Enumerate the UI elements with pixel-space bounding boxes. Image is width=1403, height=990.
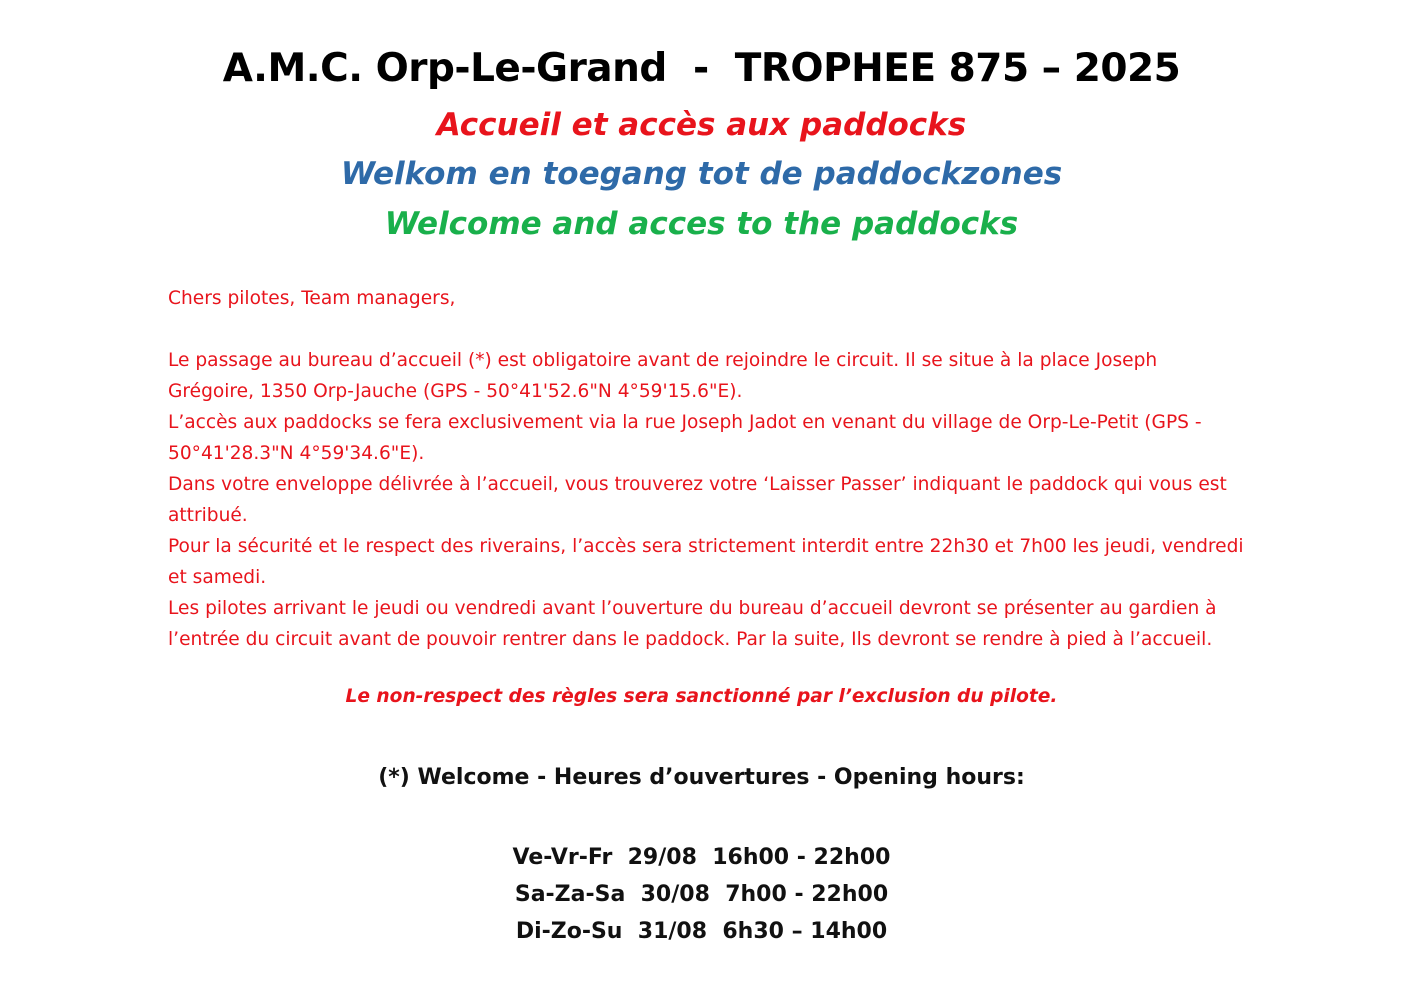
subtitle-french: Accueil et accès aux paddocks xyxy=(436,107,967,143)
paragraph-curfew: Pour la sécurité et le respect des riverains, l’accès sera strictement interdit entre 22h30 et 7h00 les jeudi, vendredi et samedi. xyxy=(168,536,1244,588)
greeting: Chers pilotes, Team managers, xyxy=(168,288,456,309)
sanction-warning: Le non-respect des règles sera sanctionné par l’exclusion du pilote. xyxy=(345,686,1058,707)
subtitle-english: Welcome and acces to the paddocks xyxy=(384,206,1019,242)
opening-hours-list xyxy=(0,839,1403,950)
hours-row-friday: Ve-Vr-Fr 29/08 16h00 - 22h00 xyxy=(512,845,891,870)
paragraph-early-arrival: Les pilotes arrivant le jeudi ou vendredi avant l’ouverture du bureau d’accueil devront se présenter au gardien à l’entrée du circuit avant de pouvoir rentrer dans le paddock. Par la suite, Ils devront se rendre à pied à l’accueil. xyxy=(168,598,1217,650)
page-title: A.M.C. Orp-Le-Grand - TROPHEE 875 – 2025 xyxy=(222,46,1181,91)
opening-hours-heading: (*) Welcome - Heures d’ouvertures - Opening hours: xyxy=(378,765,1025,790)
hours-row-sunday: Di-Zo-Su 31/08 6h30 – 14h00 xyxy=(515,919,888,944)
instructions xyxy=(168,345,1248,655)
paragraph-envelope: Dans votre enveloppe délivrée à l’accueil, vous trouverez votre ‘Laisser Passer’ indiquant le paddock qui vous est attribué. xyxy=(168,474,1227,526)
paragraph-paddock-access: L’accès aux paddocks se fera exclusivement via la rue Joseph Jadot en venant du village de Orp-Le-Petit (GPS - 50°41'28.3"N 4°59'34.6"E). xyxy=(168,412,1202,464)
paragraph-reception: Le passage au bureau d’accueil (*) est obligatoire avant de rejoindre le circuit. Il se situe à la place Joseph Grégoire, 1350 Orp-Jauche (GPS - 50°41'52.6"N 4°59'15.6"E). xyxy=(168,350,1158,402)
hours-row-saturday: Sa-Za-Sa 30/08 7h00 - 22h00 xyxy=(514,882,889,907)
subtitle-dutch: Welkom en toegang tot de paddockzones xyxy=(340,156,1063,192)
